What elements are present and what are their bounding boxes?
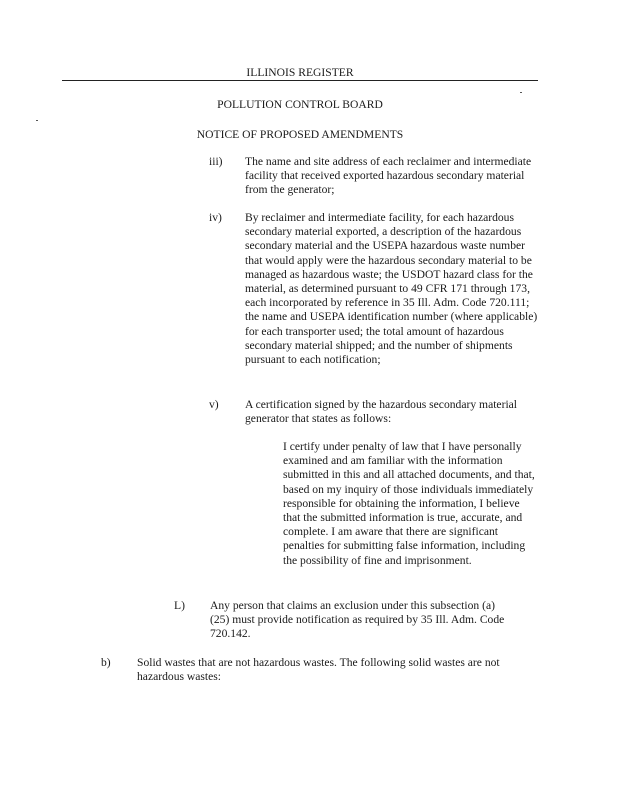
item-iv-text: By reclaimer and intermediate facility, for each hazardous secondary material exported, a description of the hazardous secondary material and the USEPA hazardous waste number that would apply were the hazardous secondary material to be managed as hazardous waste; the USDOT hazard class for the material, as determined pursuant to 49 CFR 171 through 173, each incorporated by reference in 35 Ill. Adm. Code 720.111; the name and USEPA identification number (where applicable) for each transporter used; the total amount of hazardous secondary material shipped; and the number of shipments pursuant to each notification; (245, 211, 538, 367)
notice-title: NOTICE OF PROPOSED AMENDMENTS (196, 128, 404, 141)
header-rule (62, 80, 538, 81)
scan-speck (36, 120, 38, 121)
register-title: ILLINOIS REGISTER (246, 66, 354, 79)
scan-speck (520, 92, 522, 93)
board-title: POLLUTION CONTROL BOARD (217, 98, 383, 111)
item-iii-text: The name and site address of each reclaimer and intermediate facility that received exported hazardous secondary material from the generator; (245, 155, 532, 197)
item-iii-label: iii) (209, 155, 223, 168)
item-L-label: L) (174, 599, 185, 612)
item-b-label: b) (101, 656, 111, 669)
item-iv-label: iv) (209, 211, 222, 224)
item-v-text: A certification signed by the hazardous secondary material generator that states as follows: (245, 398, 518, 426)
item-v-label: v) (209, 398, 219, 411)
certification-statement: I certify under penalty of law that I have personally examined and am familiar with the information submitted in this and all attached documents, and that, based on my inquiry of those individuals immediately responsible for obtaining the information, I believe that the submitted information is true, accurate, and complete. I am aware that there are significant penalties for submitting false information, including the possibility of fine and imprisonment. (283, 440, 535, 567)
item-b-text: Solid wastes that are not hazardous wastes. The following solid wastes are not hazardous wastes: (137, 656, 500, 684)
item-L-text: Any person that claims an exclusion under this subsection (a)(25) must provide notification as required by 35 Ill. Adm. Code 720.142. (210, 599, 505, 641)
